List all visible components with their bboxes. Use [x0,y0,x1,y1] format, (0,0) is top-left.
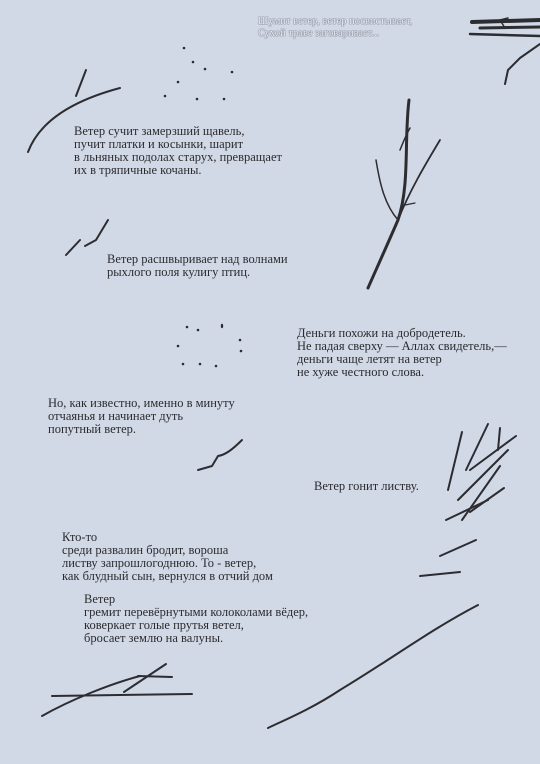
stanza-line: как блудный сын, вернулся в отчий дом [62,569,273,583]
stanza-line: их в тряпичные кочаны. [74,163,202,177]
stanza-line: коверкает голые прутья ветел, [84,618,244,632]
stanza-line: Не падая сверху — Аллах свидетель,— [297,339,507,353]
stanza-line: Ветер расшвыривает над волнами [107,252,288,266]
stanza-1 [74,125,282,177]
stanza-line: Ветер сучит замерзший щавель, [74,124,245,138]
stanza-5 [314,480,419,493]
stanza-line: попутный ветер. [48,422,137,436]
stanza-3 [297,327,507,379]
stanza-6 [62,531,273,583]
dot-cluster-middle [177,324,243,368]
stanza-line: рыхлого поля кулигу птиц. [107,265,251,279]
stanza-line: в льняных подолах старух, превращает [74,150,282,164]
stanza-line: Кто-то [62,530,98,544]
top-right-scribble [470,18,540,84]
tick-stroke-left [66,220,108,255]
branch-drawing-right [368,100,440,288]
dot-cluster-top [164,47,234,101]
stanza-line: пучит платки и косынки, шарит [74,137,244,151]
stanza-line: отчаянья и начинает дуть [48,409,184,423]
stanza-line: не хуже честного слова. [297,365,425,379]
header-lines [258,16,412,40]
header-line: Шумит ветер, ветер посвистывает, [258,16,413,27]
curl-stroke [198,440,242,470]
hatch-strokes-bottom-left [42,664,192,716]
stanza-line: Но, как известно, именно в минуту [48,396,235,410]
stanza-line: Ветер [84,592,116,606]
stanza-4 [48,397,235,436]
stanza-line: Ветер гонит листву. [314,479,419,493]
stanza-line: гремит перевёрнутыми колоколами вёдер, [84,605,309,619]
stanza-7 [84,593,308,645]
stanza-line: листву запрошлогоднюю. То - ветер, [62,556,257,570]
stanza-2 [107,253,288,279]
stanza-line: деньги чаще летят на ветер [297,352,442,366]
grass-strokes-right [420,424,516,576]
stanza-line: среди развалин бродит, вороша [62,543,229,557]
stanza-line: бросает землю на валуны. [84,631,224,645]
header-line: Сухой траве заговаривает... [258,28,380,39]
stanza-line: Деньги похожи на добродетель. [297,326,466,340]
